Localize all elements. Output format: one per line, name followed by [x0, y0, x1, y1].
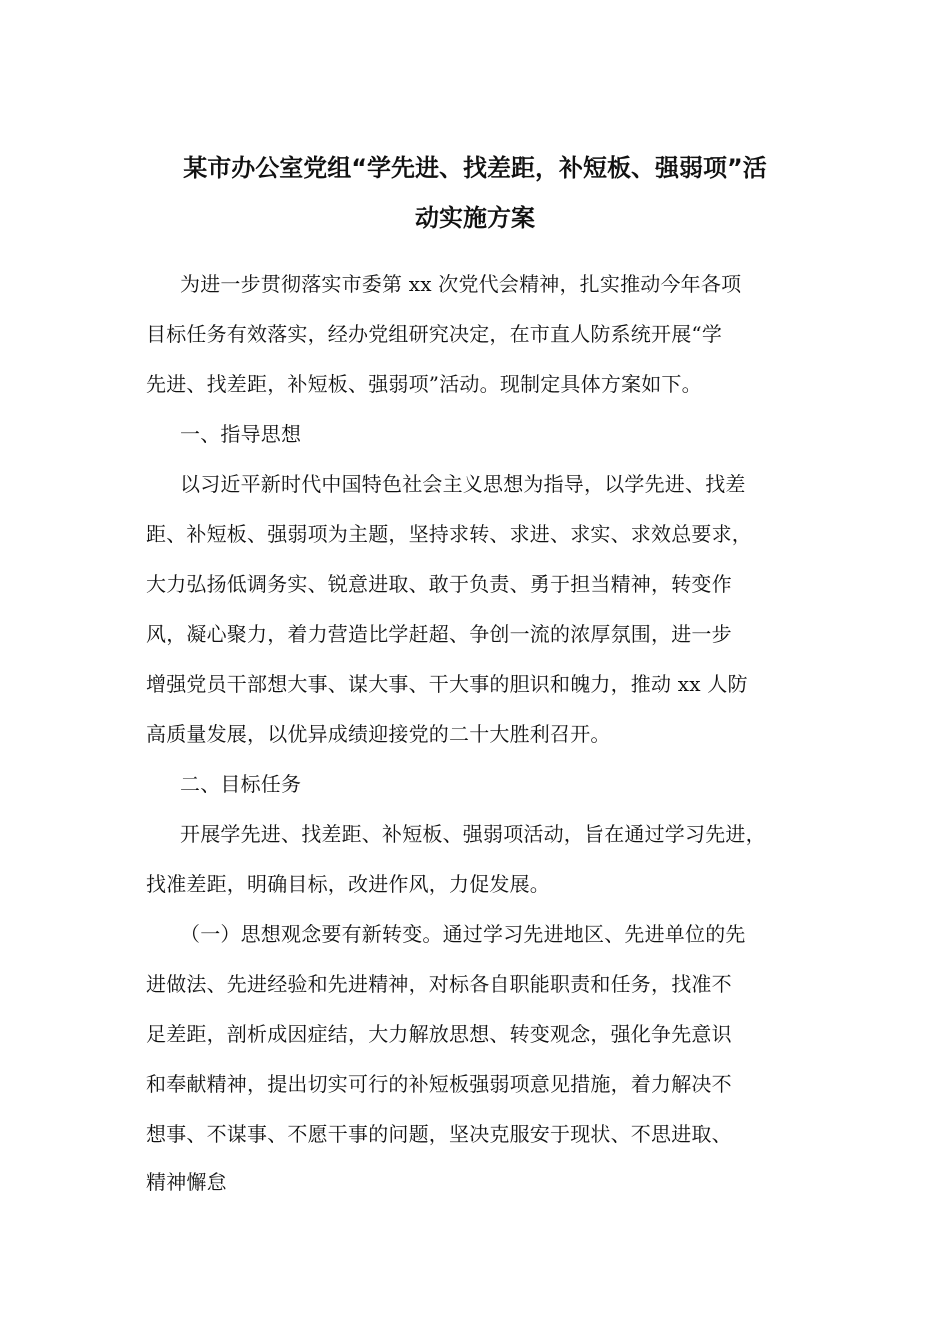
section1-line: 大力弘扬低调务实、锐意进取、敢于负责、勇于担当精神，转变作	[146, 572, 732, 596]
section1-line: 以习近平新时代中国特色社会主义思想为指导，以学先进、找差	[180, 472, 746, 496]
document-title-line-1: 某市办公室党组“学先进、找差距，补短板、强弱项”活	[183, 154, 767, 182]
section1-line: 距、补短板、强弱项为主题，坚持求转、求进、求实、求效总要求，	[146, 522, 752, 546]
item1-line: （一）思想观念要有新转变。通过学习先进地区、先进单位的先	[180, 922, 746, 946]
intro-line: 目标任务有效落实，经办党组研究决定，在市直人防系统开展“学	[146, 322, 723, 346]
intro-line: 为进一步贯彻落实市委第 xx 次党代会精神，扎实推动今年各项	[180, 272, 742, 296]
section1-line: 增强党员干部想大事、谋大事、干大事的胆识和魄力，推动 xx 人防	[146, 672, 748, 696]
item1-line: 足差距，剖析成因症结，大力解放思想、转变观念，强化争先意识	[146, 1022, 732, 1046]
section-heading-guiding-ideology: 一、指导思想	[180, 422, 302, 446]
item1-line: 想事、不谋事、不愿干事的问题，坚决克服安于现状、不思进取、	[146, 1122, 732, 1146]
section2-line: 开展学先进、找差距、补短板、强弱项活动，旨在通过学习先进，	[180, 822, 766, 846]
item1-line: 和奉献精神，提出切实可行的补短板强弱项意见措施，着力解决不	[146, 1072, 732, 1096]
document-title-line-2: 动实施方案	[415, 204, 535, 232]
section-heading-objectives: 二、目标任务	[180, 772, 302, 796]
item1-line: 进做法、先进经验和先进精神，对标各自职能职责和任务，找准不	[146, 972, 732, 996]
section1-line: 风，凝心聚力，着力营造比学赶超、争创一流的浓厚氛围，进一步	[146, 622, 732, 646]
intro-line: 先进、找差距，补短板、强弱项”活动。现制定具体方案如下。	[146, 372, 702, 396]
section1-line: 高质量发展，以优异成绩迎接党的二十大胜利召开。	[146, 722, 611, 746]
section2-line: 找准差距，明确目标，改进作风，力促发展。	[146, 872, 550, 896]
item1-line: 精神懈怠	[146, 1170, 227, 1194]
